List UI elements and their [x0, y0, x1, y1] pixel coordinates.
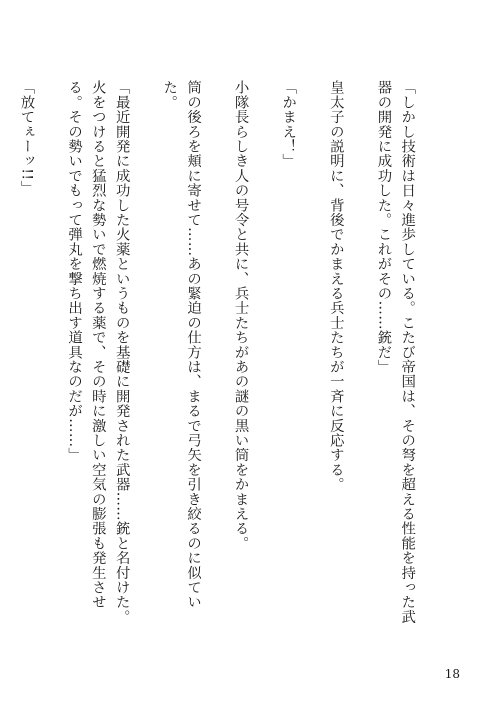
paragraph-6: 「最近開発に成功した火薬というものを基礎に開発された武器……銃と名付けた。火をつけると猛烈な勢いで燃焼する薬で、その時に激しい空気の膨張も発生させる。その勢いでもって弾丸を撃ち出す道具なのだが……」 — [66, 80, 130, 624]
paragraph-5: 筒の後ろを頬に寄せて……あの緊迫の仕方は、まるで弓矢を引き絞るのに似ていた。 — [161, 80, 202, 610]
paragraph-7: 「放てぇーッ!!」 — [18, 80, 35, 196]
paragraph-4: 小隊長らしき人の号令と共に、兵士たちがあの謎の黒い筒をかまえる。 — [232, 80, 249, 551]
vertical-text-body — [0, 80, 442, 624]
paragraph-2: 皇太子の説明に、背後でかまえる兵士たちが一斉に反応する。 — [327, 80, 344, 492]
page-number: 18 — [444, 667, 460, 681]
paragraph-3: 「かまえ！」 — [280, 80, 297, 169]
paragraph-1: 「しかし技術は日々進歩している。こたび帝国は、その弩を超える性能を持った武器の開発に成功した。これがその……銃だ」 — [375, 80, 416, 624]
